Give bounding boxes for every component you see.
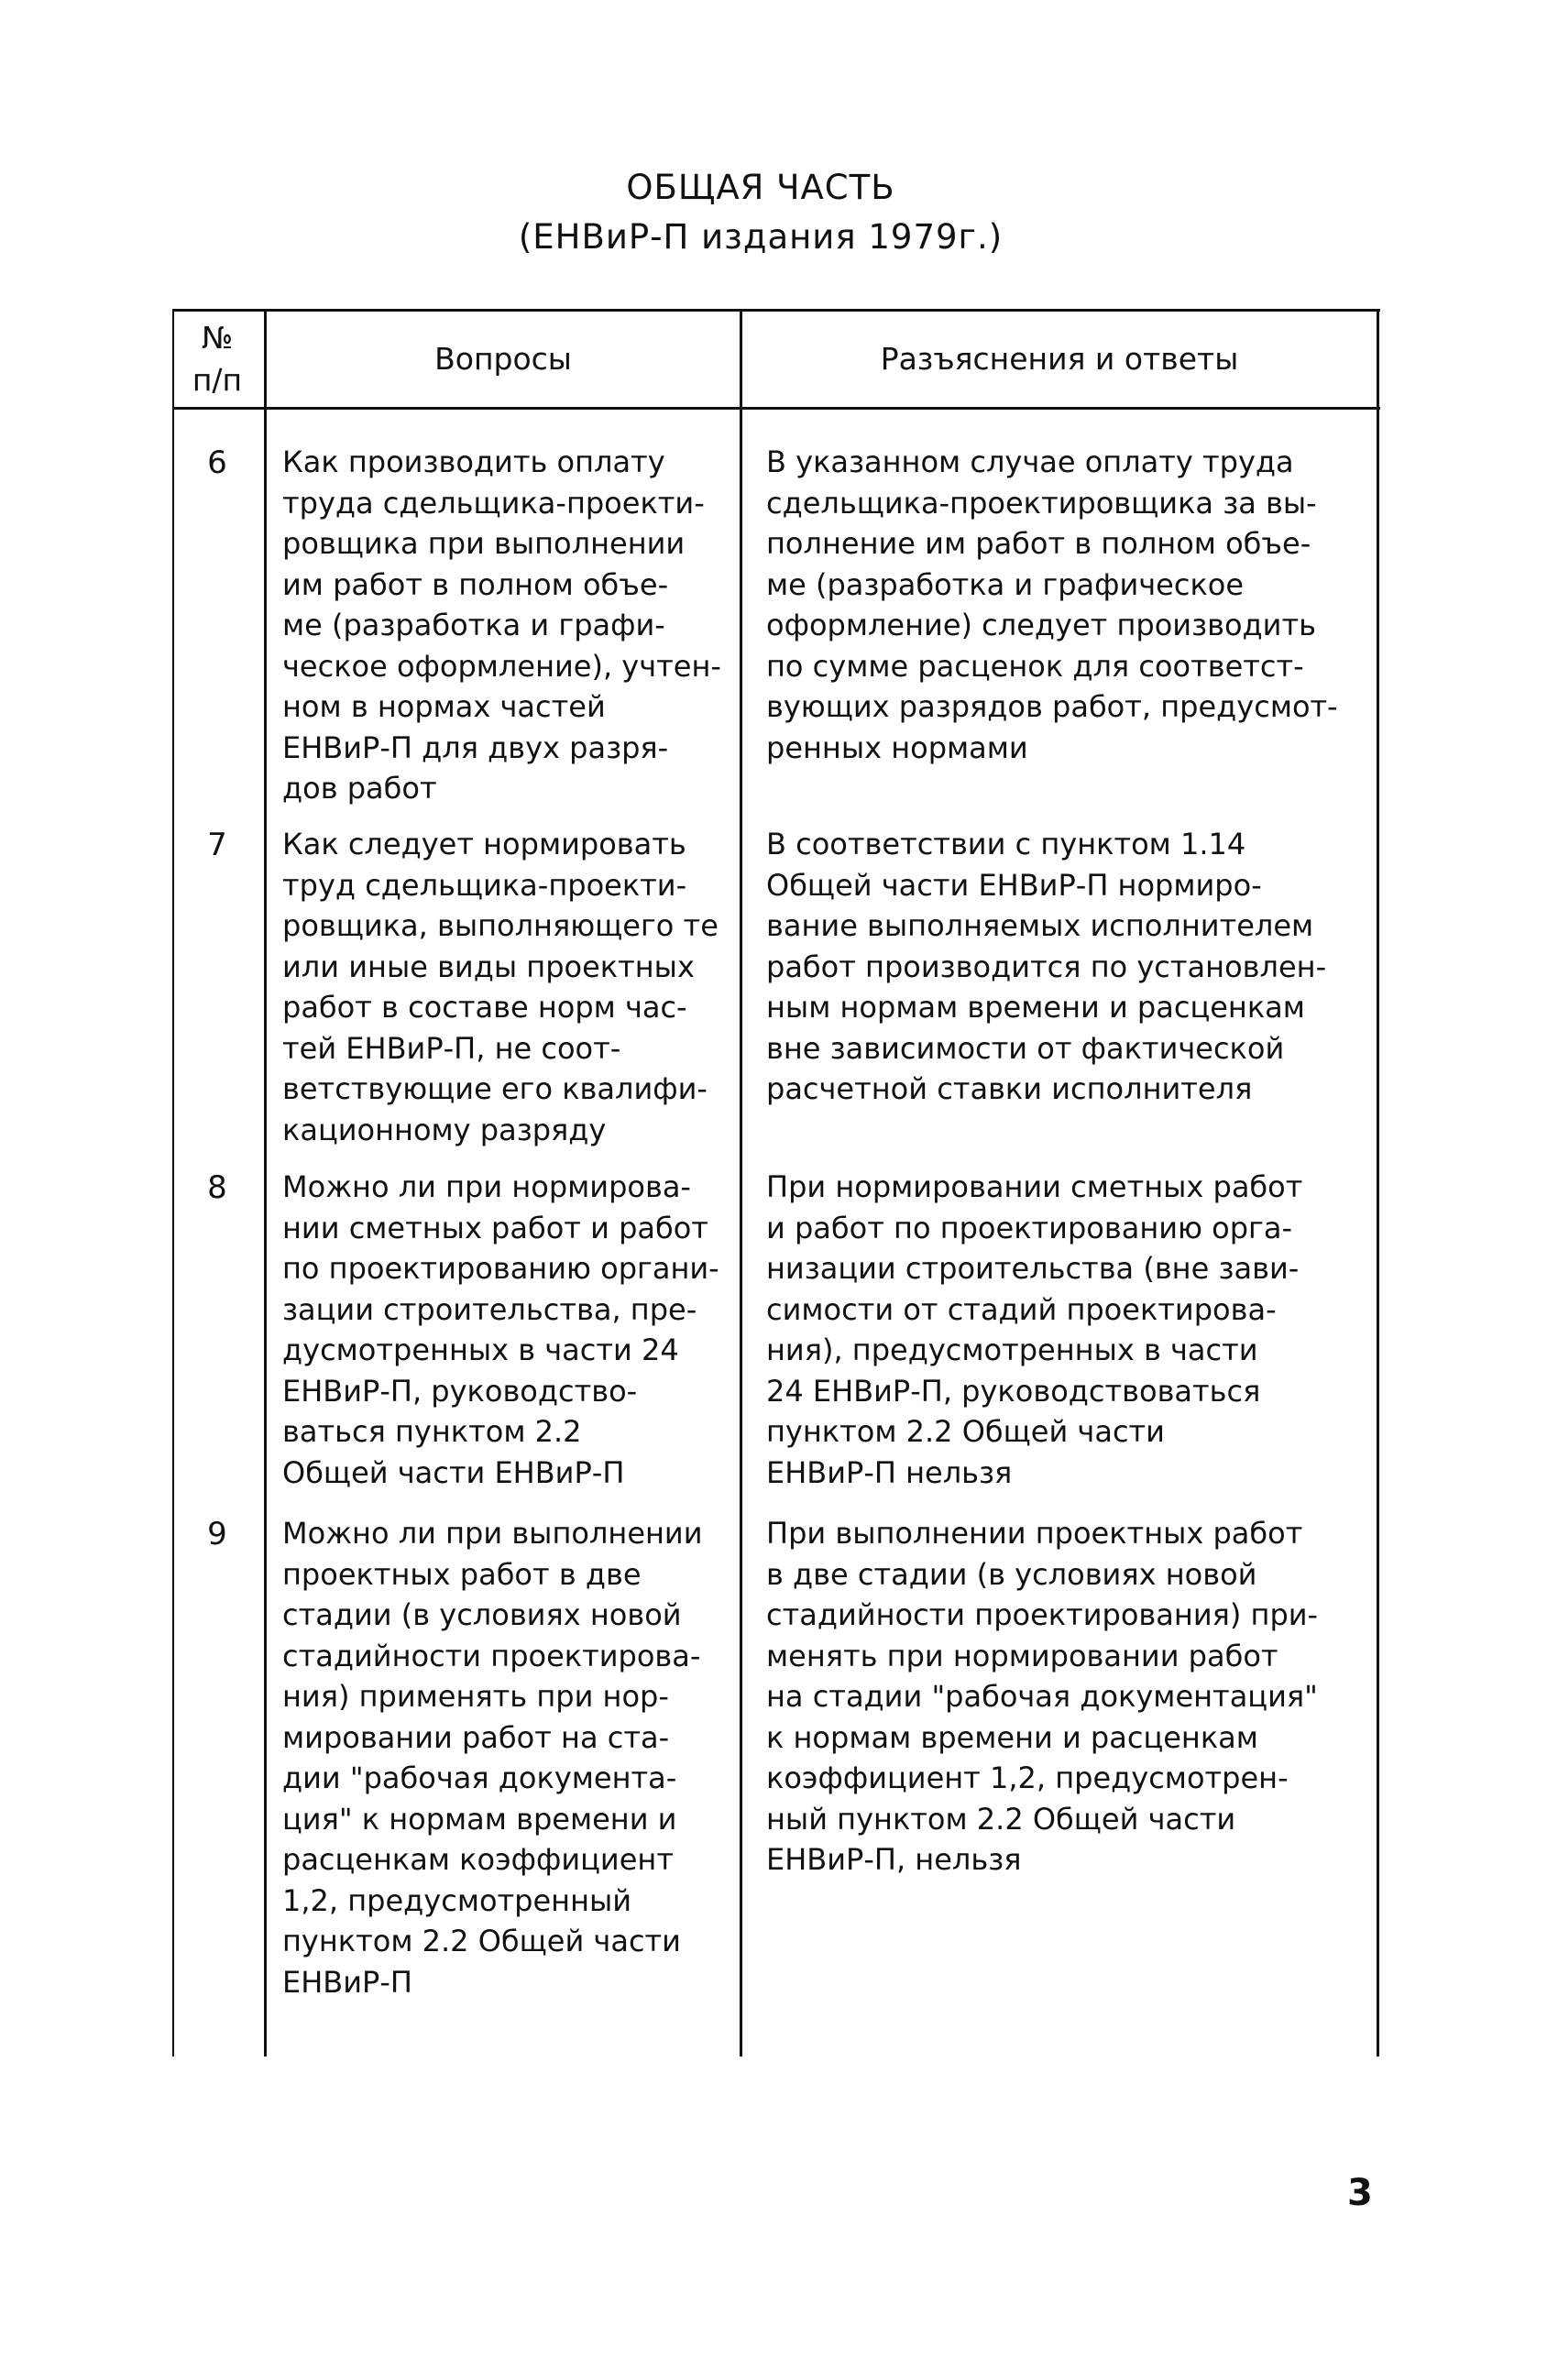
title-line-1: ОБЩАЯ ЧАСТЬ [626,168,895,207]
header-questions: Вопросы [434,341,572,377]
header-answers: Разъяснения и ответы [880,341,1239,377]
row-answer: При нормировании сметных работ и работ по проектированию орга- низации строительства (вне зави- симости от стадий проектирова- ния), предусмотренных в части 24 ЕНВиР-П, руководствоваться пунктом 2.2 Общей части ЕНВиР-П нельзя [766,1169,1303,1490]
table-header-divider [172,407,1380,410]
title-line-2: (ЕНВиР-П издания 1979г.) [518,217,1004,257]
row-answer: В указанном случае оплату труда сдельщика-проектировщика за вы- полнение им работ в полном объе- ме (разработка и графическое оформление) следует производить по сумме расценок для соответст- вующих разрядов работ, предусмот- ренных нормами [766,444,1338,765]
header-number-abbr: п/п [192,362,243,398]
row-number: 6 [207,444,227,481]
row-answer: В соответствии с пунктом 1.14 Общей части ЕНВиР-П нормиро- вание выполняемых исполнителем работ производится по установлен- ным нормам времени и расценкам вне зависимости от фактической расчетной ставки исполнителя [766,827,1327,1106]
table-column-divider-1 [264,309,267,2056]
row-number: 7 [207,827,227,863]
table-right-border [1377,309,1379,2056]
row-question: Можно ли при выполнении проектных работ в две стадии (в условиях новой стадийности проектирова- ния) применять при нор- мировании работ на ста- дии "рабочая документа- ция" к нормам времени и расценкам коэффициент 1,2, предусмотренный пунктом 2.2 Общей части ЕНВиР-П [282,1516,703,2000]
page-title [0,163,1521,262]
page-number: 3 [1347,2172,1373,2214]
table-column-divider-2 [740,309,742,2056]
row-question: Как производить оплату труда сдельщика-проекти- ровщика при выполнении им работ в полном объе- ме (разработка и графи- ческое оформление), учтен- ном в нормах частей ЕНВиР-П для двух разря- дов работ [282,444,721,806]
row-number: 8 [207,1169,227,1206]
header-number [172,312,262,407]
row-question: Можно ли при нормирова- нии сметных работ и работ по проектированию органи- зации строительства, пре- дусмотренных в части 24 ЕНВиР-П, руководство- ваться пунктом 2.2 Общей части ЕНВиР-П [282,1169,719,1490]
row-number: 9 [207,1516,227,1552]
header-number-sign: № [201,320,234,356]
row-answer: При выполнении проектных работ в две стадии (в условиях новой стадийности проектирования) при- менять при нормировании работ на стадии "рабочая документация" к нормам времени и расценкам коэффициент 1,2, предусмотрен- ный пунктом 2.2 Общей части ЕНВиР-П, нельзя [766,1516,1319,1877]
row-question: Как следует нормировать труд сдельщика-проекти- ровщика, выполняющего те или иные виды проектных работ в составе норм час- тей ЕНВиР-П, не соот- ветствующие его квалифи- кационному разряду [282,827,719,1147]
